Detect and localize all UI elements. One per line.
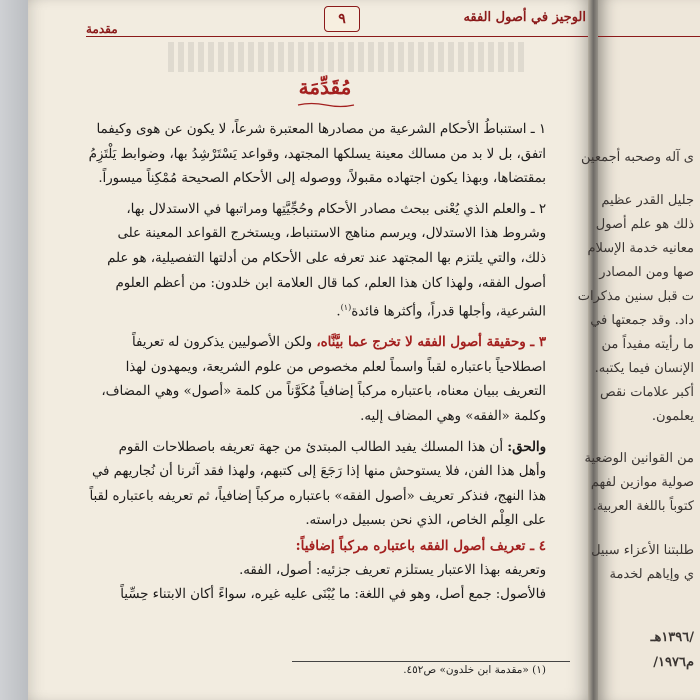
facing-page bbox=[577, 0, 700, 700]
line: وأهل هذا الفن، فلا يستوحش منها إذا رَجَعَ إلى كتبهم، ولهذا فقد آثرنا أن نُجاريهم في bbox=[91, 464, 546, 480]
main-page bbox=[28, 0, 594, 700]
title-ornament bbox=[296, 102, 356, 108]
facing-line: داد. وقد جمعتها في bbox=[590, 313, 694, 328]
paragraph-5 bbox=[38, 559, 546, 608]
facing-line: يعلمون. bbox=[651, 409, 694, 424]
paragraph-3 bbox=[38, 331, 546, 429]
facing-line: ذلك هو علم أصول bbox=[595, 217, 694, 232]
facing-date-hijri: /١٣٩٦هـ bbox=[650, 630, 694, 645]
page-title: مُقَدِّمَة bbox=[298, 75, 352, 99]
line: اصطلاحياً باعتباره لقباً واسماً لعلم مخصوص من علوم الشريعة، ويمهدون لهذا bbox=[125, 359, 546, 375]
header-divider bbox=[86, 36, 588, 37]
line: ٢ ـ والعلم الذي يُعْنى ببحث مصادر الأحكام وحُجِّيَّتِها ومراتبها في الاستدلال بها، bbox=[126, 201, 546, 217]
footnote-marker[interactable]: (١) bbox=[340, 303, 352, 313]
line: التعريف ببيان معناه، باعتباره مركباً إضافياً مُكَوَّناً من كلمة «أصول» وهي المضاف، bbox=[101, 384, 546, 400]
facing-line: معانيه خدمة الإسلام bbox=[587, 241, 694, 256]
line: على العِلْم الخاص، الذي نحن بسبيل دراسته. bbox=[305, 513, 546, 529]
line: وشروط هذا الاستدلال، ويرسم مناهج الاستنباط، ويستخرج القواعد المعينة على bbox=[117, 226, 546, 242]
facing-line: من القوانين الوضعية bbox=[584, 451, 694, 466]
facing-line: أكبر علامات نقص bbox=[600, 385, 694, 400]
line: فالأصول: جمع أصل، وهو في اللغة: ما يُبْنَى عليه غيره، سواءً أكان الابتناء حِسِّياً bbox=[120, 587, 546, 603]
facing-line: ي وإياهم لخدمة bbox=[609, 567, 694, 582]
section-heading: ٤ ـ تعريف أصول الفقه باعتباره مركباً إضافياً: bbox=[295, 537, 546, 554]
line: أصول الفقه، ولهذا كان هذا العلم، كما قال العلامة ابن خلدون: من أعظم العلوم bbox=[115, 275, 546, 291]
line: وكلمة «الفقه» وهي المضاف إليه. bbox=[360, 408, 546, 424]
line: اتفق، بل لا بد من مسالك معينة يسلكها المجتهد، وقواعد يَسْتَرْشِدُ بها، وضوابط يَلْتَزِمُ bbox=[88, 146, 546, 162]
line: ولكن الأصوليين يذكرون له تعريفاً bbox=[131, 335, 317, 351]
facing-line: ى آله وصحبه أجمعين bbox=[581, 150, 694, 165]
paragraph-4 bbox=[38, 436, 546, 534]
line: الشرعية، وأجلها قدراً، وأكثرها فائدة bbox=[351, 304, 546, 320]
footnote: (١) «مقدمة ابن خلدون» ص٤٥٢. bbox=[403, 664, 546, 676]
paragraph-lead: ٣ ـ وحقيقة أصول الفقه لا تخرج عما بيَّنَّاه، bbox=[316, 335, 546, 351]
facing-date-gregorian: م١٩٧٦/ bbox=[653, 655, 694, 670]
line: ذلك، والتي يلتزم بها المجتهد عند تعرفه على الأحكام من أدلتها التفصيلية، هو علم bbox=[107, 250, 546, 266]
line: بمقتضاها، وبهذا يكون اجتهاده مقبولاً، ووصوله إلى الأحكام الصحيحة مُمْكِناً ميسوراً. bbox=[98, 171, 546, 187]
facing-header-divider bbox=[598, 36, 700, 37]
facing-line: الإنسان فيما يكتبه. bbox=[594, 361, 694, 376]
line: ١ ـ استنباطُ الأحكام الشرعية من مصادرها المعتبرة شرعاً، لا يكون عن هوى وكيفما bbox=[96, 122, 546, 137]
header-book-title: الوجيز في أصول الفقه bbox=[463, 10, 586, 25]
bleed-through-text bbox=[168, 42, 528, 72]
facing-line: ت قبل سنين مذكرات bbox=[577, 289, 694, 304]
paragraph-lead: والحق: bbox=[507, 439, 546, 455]
line: هذا النهج، فنذكر تعريف «أصول الفقه» باعتباره مركباً إضافياً، ثم تعريفه باعتباره لقباً bbox=[89, 488, 546, 504]
line: أن هذا المسلك يفيد الطالب المبتدئ من جهة تعريفه باصطلاحات القوم bbox=[118, 439, 508, 455]
facing-line: ما رأيته مفيداً من bbox=[601, 337, 694, 352]
facing-line: صها ومن المصادر bbox=[599, 265, 694, 280]
line: وتعريفه بهذا الاعتبار يستلزم تعريف جزئيه: أصول، الفقه. bbox=[239, 562, 546, 578]
facing-line: صولية موازين لفهم bbox=[590, 475, 694, 490]
facing-line: جليل القدر عظيم bbox=[601, 193, 694, 208]
facing-line: طلبتنا الأعزاء سبيل bbox=[591, 543, 694, 558]
previous-page-edge bbox=[0, 0, 30, 700]
footnote-divider bbox=[292, 661, 570, 662]
running-header bbox=[86, 6, 586, 36]
paragraph-2: ٢ ـ والعلم الذي يُعْنى ببحث مصادر الأحكام وحُجِّيَّتِها ومراتبها في الاستدلال بها، وشروط هذا الاستدلال، ويرسم مناهج الاستنباط، ويستخرج القواعد المعينة على ذلك، والتي يلتزم بها المجتهد عند تعرفه على الأحكام من أدلتها التفصيلية، هو علم أصول الفقه، ولهذا كان هذا العلم، كما قال العلامة ابن خلدون: من أعظم العلوم الشرعية، وأجلها قدراً، وأكثرها فائدة$^{(١)}$. bbox=[107, 201, 546, 320]
paragraph-1 bbox=[38, 118, 546, 192]
page-number-badge: ٩ bbox=[324, 6, 360, 32]
facing-line: كتوباً باللغة العربية. bbox=[592, 499, 694, 514]
header-section-name: مقدمة bbox=[86, 22, 118, 36]
body-text bbox=[38, 118, 546, 608]
